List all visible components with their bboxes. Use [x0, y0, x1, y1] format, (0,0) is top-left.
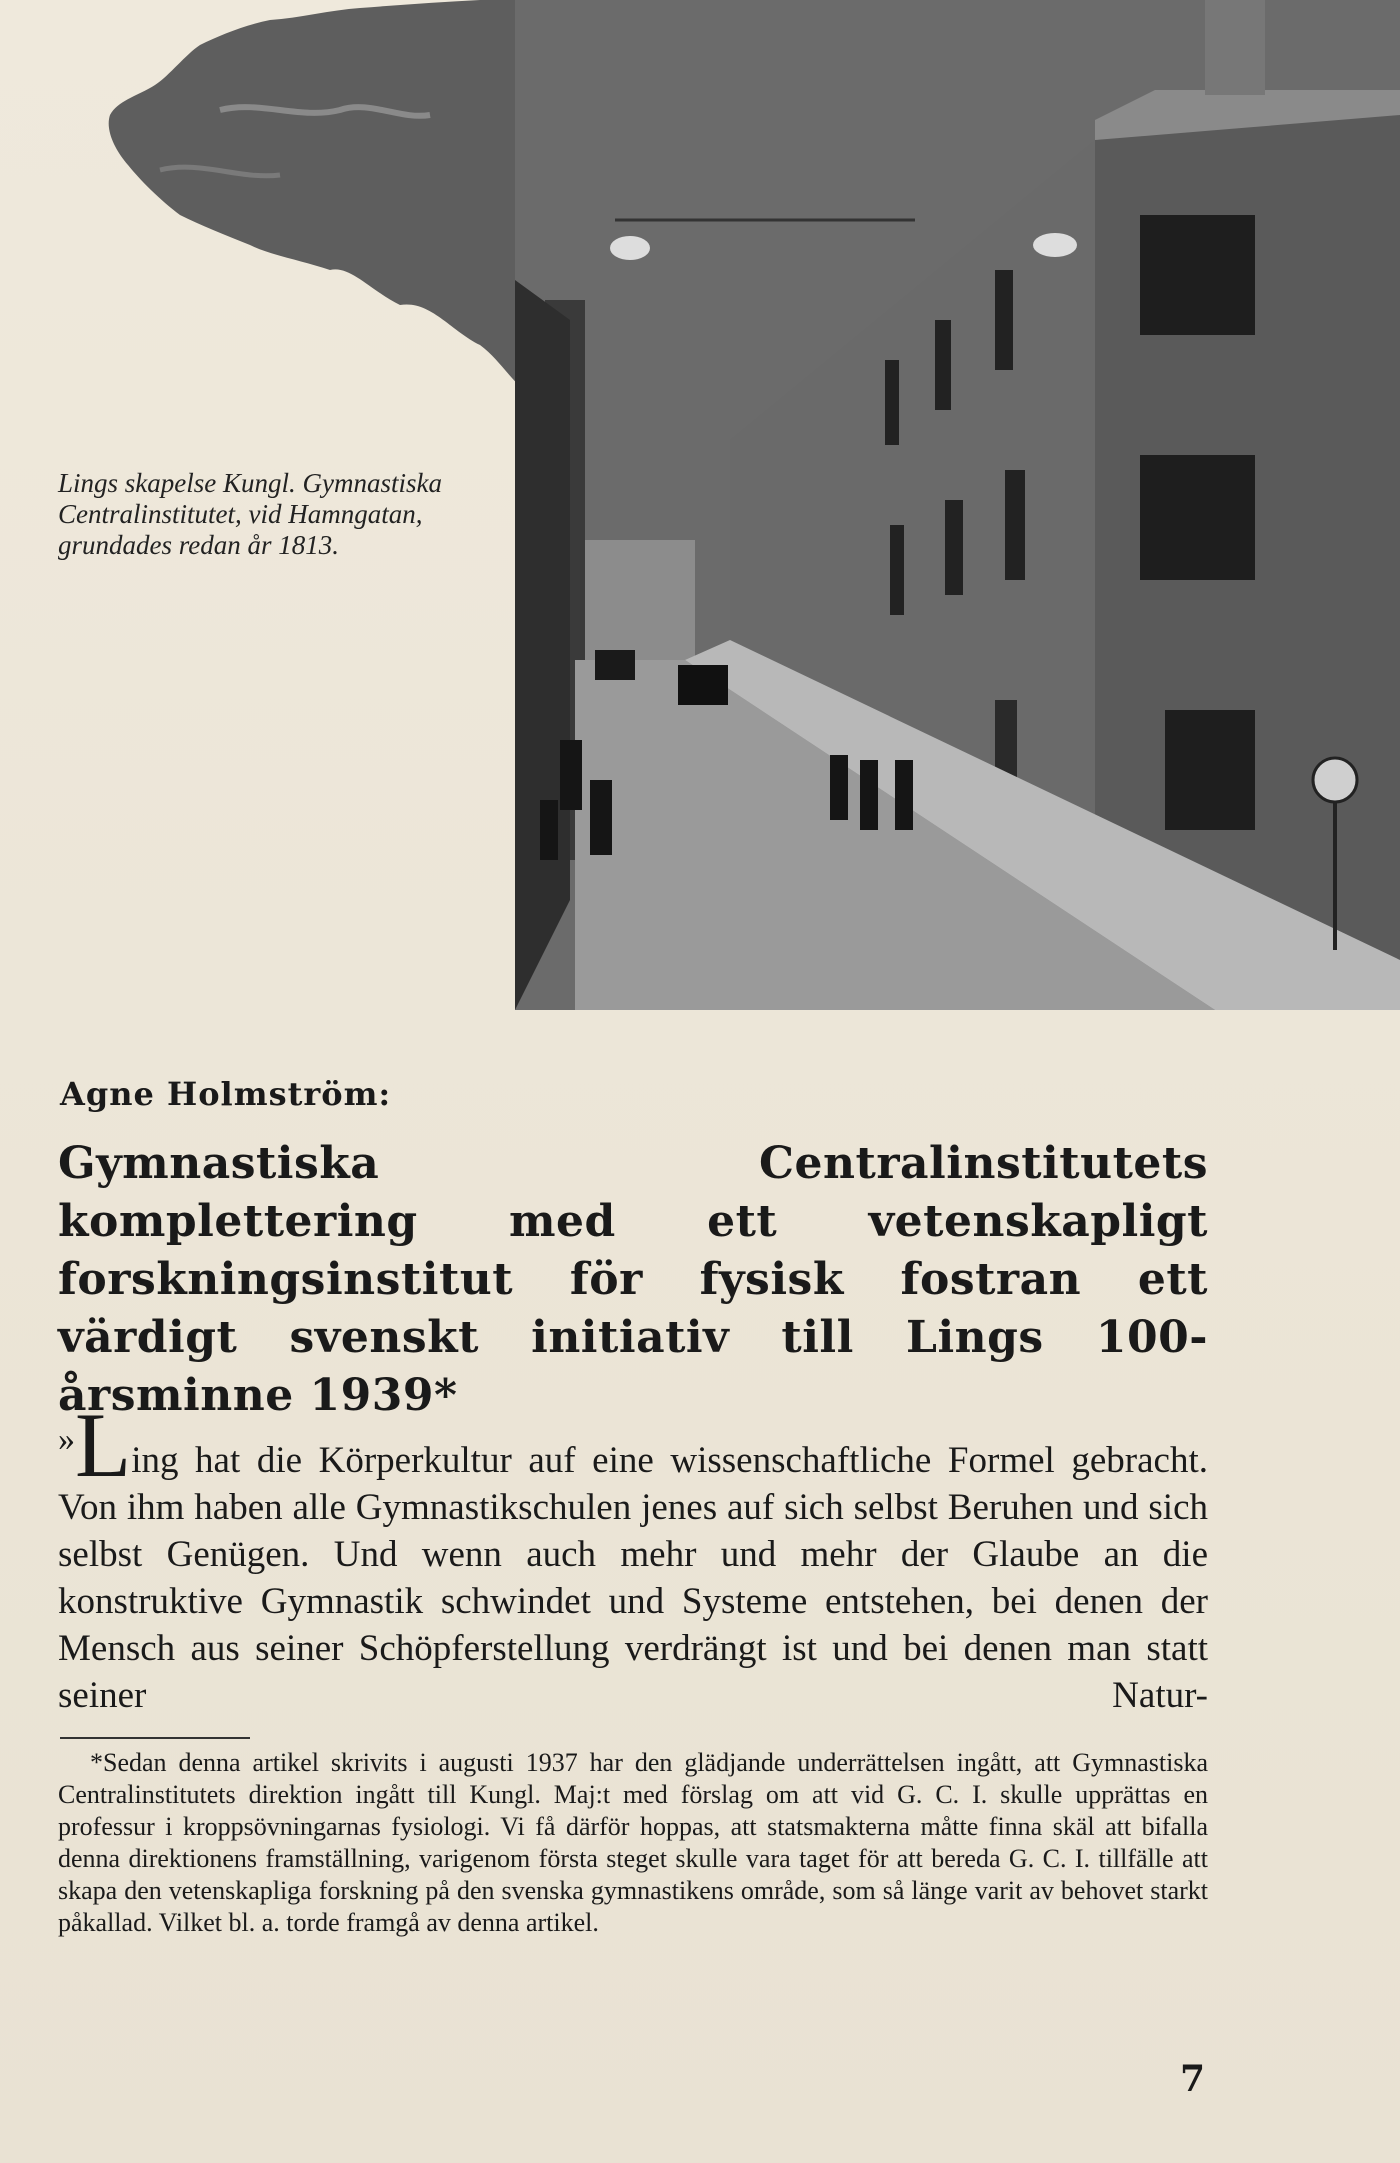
footnote-divider [60, 1737, 250, 1739]
street-photograph [515, 0, 1400, 1010]
opening-quote: » [58, 1421, 75, 1458]
footnote: *Sedan denna artikel skrivits i augusti 1937 har den glädjande underrättelsen ingått, att Gymnastiska Centralinstitutets direktion ingått till Kungl. Maj:t med förslag om att vid G. C. I. skulle upprättas en professur i kroppsövningarnas fysiologi. Vi få därför hoppas, att statsmakterna måtte finna skäl att bifalla denna direktionens framställning, varigenom första steget skulle vara taget för att bereda G. C. I. tillfälle att skapa den vetenskapliga forskning på den svenska gymnastikens område, som så länge varit av behovet starkt påkallad. Vilket bl. a. torde framgå av denna artikel. [58, 1748, 1208, 1937]
page-number: 7 [1180, 2058, 1206, 2100]
drop-cap: L [75, 1394, 132, 1496]
photo-caption: Lings skapelse Kungl. Gymnastiska Centralinstitutet, vid Hamngatan, grundades redan år 1813. [58, 468, 442, 560]
author-name: Agne Holmström: [60, 1075, 392, 1113]
body-text: ing hat die Körperkultur auf eine wissenschaftliche Formel gebracht. Von ihm haben alle Gymnastikschulen jenes auf sich selbst Beruhen und sich selbst Genügen. Und wenn auch mehr und mehr der Glaube an die konstruktive Gymnastik schwindet und Systeme entstehen, bei denen der Mensch aus seiner Schöpferstellung verdrängt ist und bei denen man statt seiner Natur- [58, 1440, 1208, 1716]
article-headline: Gymnastiska Centralinstitutets komplettering med ett vetenskapligt forskningsinstitut för fysisk fostran ett värdigt svenskt initiativ till Lings 100-årsminne 1939* [58, 1138, 1208, 1421]
article-body [58, 1394, 1208, 1719]
